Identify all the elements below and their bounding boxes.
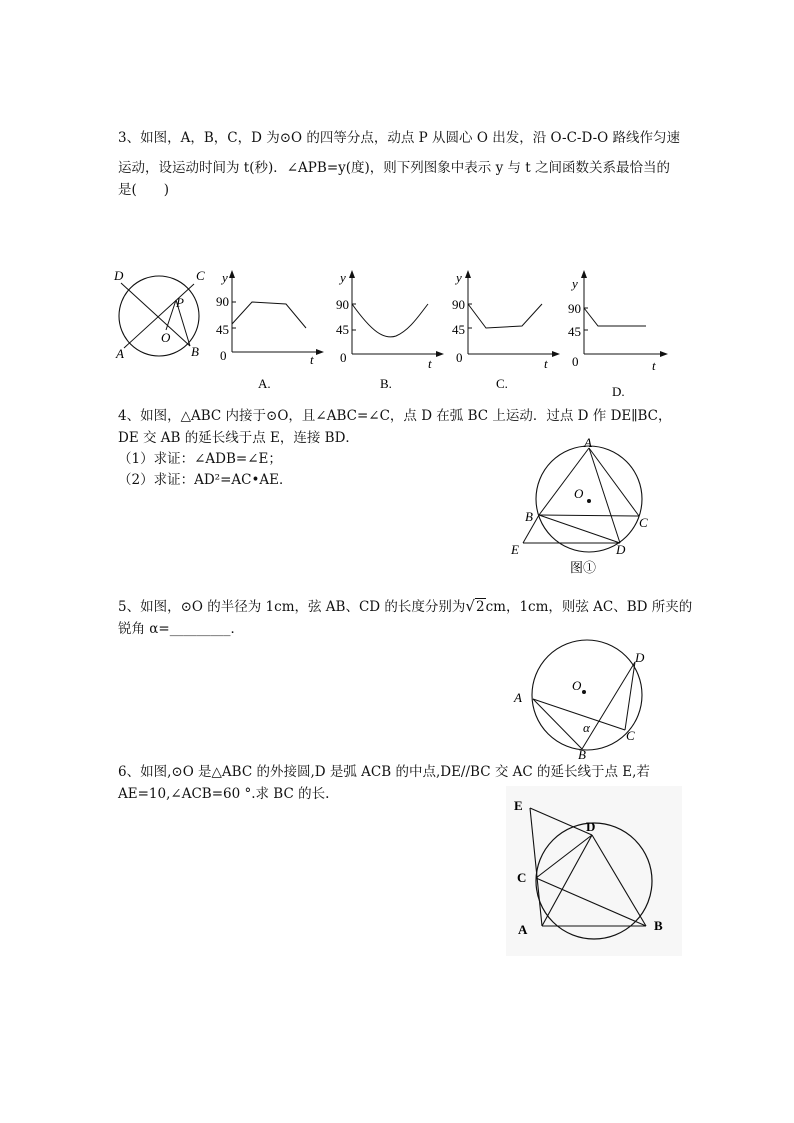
q6-label-b: B: [654, 918, 663, 933]
y-axis-arrow: [465, 270, 471, 278]
q4-figure: [508, 436, 658, 578]
q3-label-b: B: [191, 344, 199, 359]
q3-diameter-db: [121, 283, 190, 346]
q3-line2: 运动，设运动时间为 t(秒)．∠APB=y(度)，则下列图象中表示 y 与 t 之间函数关系最恰当的: [118, 160, 671, 176]
option-label: D.: [612, 384, 625, 399]
option-label: B.: [380, 376, 392, 391]
curve: [468, 304, 542, 328]
q5-line2: 锐角 α=_________．: [118, 621, 244, 637]
q6-ed: [530, 808, 592, 835]
q4-center-dot: [587, 499, 591, 503]
q6-line1: 6、如图,⊙O 是△ABC 的外接圆,D 是弧 ACB 的中点,DE//BC 交 AC 的延长线于点 E,若: [118, 764, 650, 780]
q5-label-o: O: [572, 678, 582, 693]
t-axis-arrow: [316, 349, 324, 355]
q3-circle-figure: [108, 268, 218, 364]
q6-label-c: C: [517, 870, 527, 885]
q4-label-c: C: [639, 515, 648, 530]
q3-graph-d: [566, 268, 678, 398]
q3-graph-b: [334, 268, 446, 398]
origin-label: 0: [456, 350, 463, 365]
q6-line2: AE=10,∠ACB=60 °.求 BC 的长.: [118, 786, 330, 802]
q4-part2: （2）求证：AD²=AC•AE．: [118, 472, 293, 488]
tick-label-45: 45: [568, 324, 581, 339]
curve: [352, 304, 428, 337]
q6-db: [592, 835, 646, 926]
q4-label-d: D: [616, 542, 626, 557]
y-label: y: [340, 270, 346, 285]
y-axis-arrow: [581, 270, 587, 278]
q3-graph-c: [450, 268, 562, 398]
q5-label-d: D: [635, 650, 645, 665]
y-label: y: [222, 270, 228, 285]
q4-caption: 图①: [570, 560, 597, 575]
q5-line1-post: cm，1cm，则弦 AC、BD 所夹的: [485, 599, 693, 615]
q4-ad: [589, 448, 620, 543]
q4-part1: （1）求证：∠ADB=∠E；: [118, 451, 282, 467]
q4-label-a: A: [584, 435, 592, 450]
q5-center-dot: [582, 690, 586, 694]
q5-label-alpha: α: [583, 720, 590, 735]
q3-label-o: O: [161, 330, 171, 345]
y-label: y: [456, 270, 462, 285]
q3-line3: 是( ): [118, 182, 170, 198]
curve: [232, 302, 306, 328]
q4-label-b: B: [525, 509, 533, 524]
q6-label-e: E: [514, 798, 523, 813]
q6-cb: [536, 878, 646, 926]
q5-ac: [533, 699, 625, 730]
q5-label-c: C: [626, 728, 635, 743]
q5-line1-pre: 5、如图，⊙O 的半径为 1cm，弦 AB、CD 的长度分别为: [118, 599, 466, 615]
q4-ab: [539, 448, 589, 515]
q5-label-b: B: [578, 747, 586, 762]
tick-label-90: 90: [568, 301, 581, 316]
q4-line2: DE 交 AB 的延长线于点 E，连接 BD．: [118, 430, 359, 446]
tick-label-90: 90: [452, 297, 465, 312]
tick-label-90: 90: [336, 297, 349, 312]
t-axis-arrow: [660, 351, 668, 357]
q4-label-e: E: [511, 542, 519, 557]
q3-diameter-ca: [124, 284, 194, 348]
y-axis-arrow: [349, 270, 355, 278]
q3-label-c: C: [196, 268, 205, 283]
sqrt-sign: √: [465, 597, 475, 615]
q5-cd: [625, 662, 635, 730]
q4-bd: [539, 515, 620, 543]
t-axis-arrow: [436, 351, 444, 357]
q4-label-o: O: [574, 486, 584, 501]
origin-label: 0: [220, 348, 227, 363]
q5-label-a: A: [514, 690, 522, 705]
q3-line1: 3、如图，A，B，C，D 为⊙O 的四等分点，动点 P 从圆心 O 出发，沿 O-C-D-O 路线作匀速: [118, 130, 680, 146]
origin-label: 0: [340, 350, 347, 365]
q4-ac: [589, 448, 639, 516]
q4-bc: [539, 515, 639, 516]
q6-cd: [536, 835, 592, 878]
tick-label-90: 90: [216, 294, 229, 309]
t-axis-arrow: [552, 351, 560, 357]
q5-figure: [510, 644, 660, 762]
option-label: A.: [258, 376, 271, 391]
q3-graph-a: [214, 268, 326, 398]
t-label: t: [652, 358, 656, 373]
q5-line1: [118, 596, 692, 618]
q6-figure: [506, 786, 682, 956]
t-label: t: [544, 356, 548, 371]
tick-label-45: 45: [336, 322, 349, 337]
q5-sqrt-radicand: 2: [475, 599, 485, 615]
y-label: y: [572, 276, 578, 291]
q4-line1: 4、如图，△ABC 内接于⊙O，且∠ABC=∠C，点 D 在弧 BC 上运动．过点 D 作 DE∥BC，: [118, 408, 672, 424]
tick-label-45: 45: [216, 322, 229, 337]
q3-label-a: A: [116, 346, 124, 361]
option-label: C.: [496, 376, 508, 391]
q3-label-p: P: [176, 295, 184, 310]
q6-ad: [542, 835, 592, 926]
t-label: t: [310, 352, 314, 367]
q3-label-d: D: [114, 268, 124, 283]
q6-label-d: D: [586, 819, 596, 834]
q6-label-a: A: [518, 922, 528, 937]
curve: [584, 308, 646, 326]
tick-label-45: 45: [452, 322, 465, 337]
t-label: t: [428, 356, 432, 371]
origin-label: 0: [572, 354, 579, 369]
y-axis-arrow: [229, 270, 235, 278]
q6-ae: [530, 808, 542, 926]
